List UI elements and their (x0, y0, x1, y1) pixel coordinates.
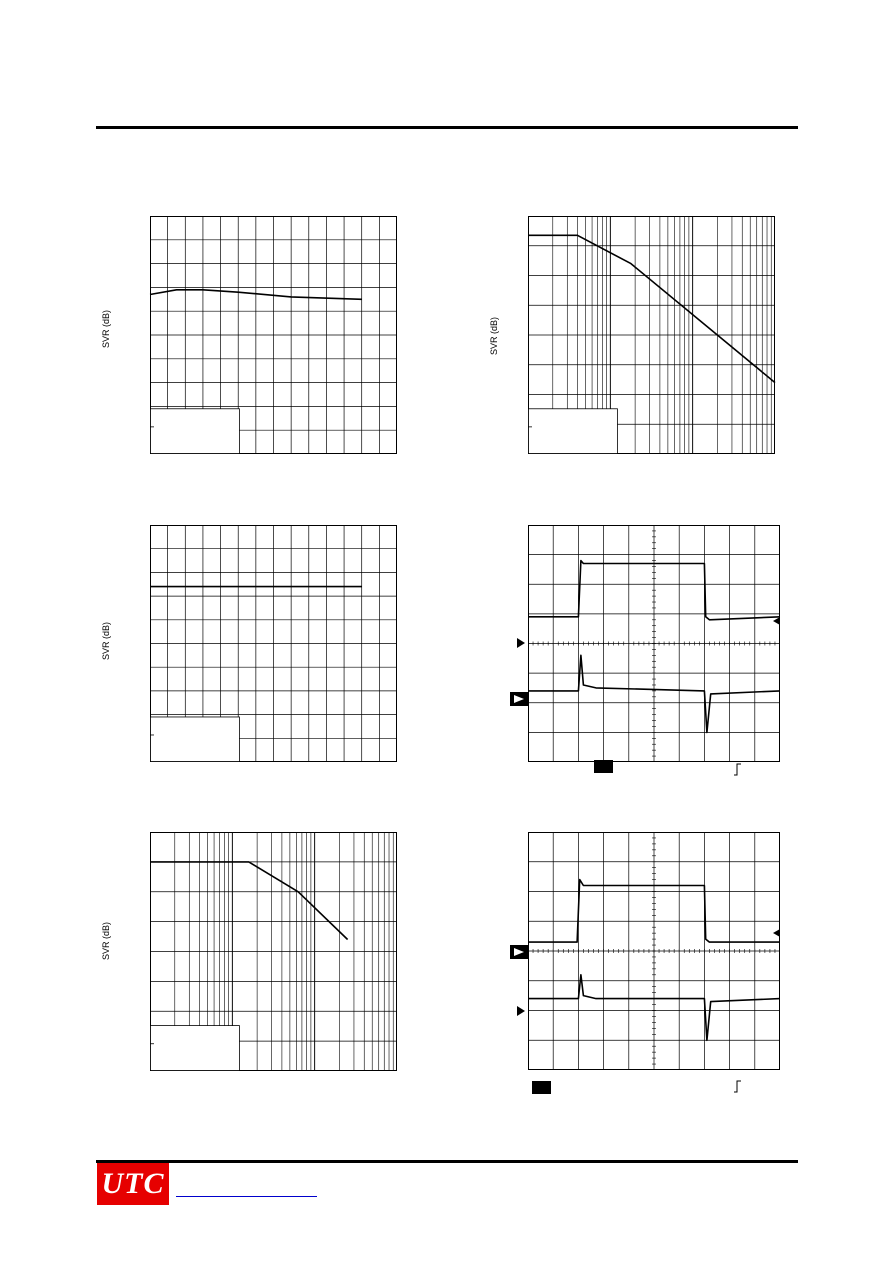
scope-1-markers (510, 617, 780, 775)
utc-logo (97, 1163, 169, 1205)
trigger-level-arrow (773, 929, 780, 937)
chart-1-ylabel: SVR (dB) (101, 309, 111, 348)
chart-2-ylabel: SVR (dB) (489, 316, 499, 355)
chart-3-ylabel: SVR (dB) (101, 621, 111, 660)
footer-rule (96, 1160, 798, 1163)
ch2-marker-arrow (517, 1006, 525, 1016)
trigger-edge-icon (734, 1081, 741, 1092)
scope-2-markers (510, 929, 780, 1094)
chart-4-ylabel: SVR (dB) (101, 921, 111, 960)
logo-text: UTC (101, 1167, 165, 1200)
ch1-marker-arrow (517, 638, 525, 648)
channel-indicator-box (532, 1081, 551, 1094)
trigger-edge-icon (734, 764, 741, 775)
trigger-level-arrow (773, 617, 780, 625)
footer-link-underline (176, 1196, 317, 1197)
channel-indicator-box (594, 760, 613, 773)
